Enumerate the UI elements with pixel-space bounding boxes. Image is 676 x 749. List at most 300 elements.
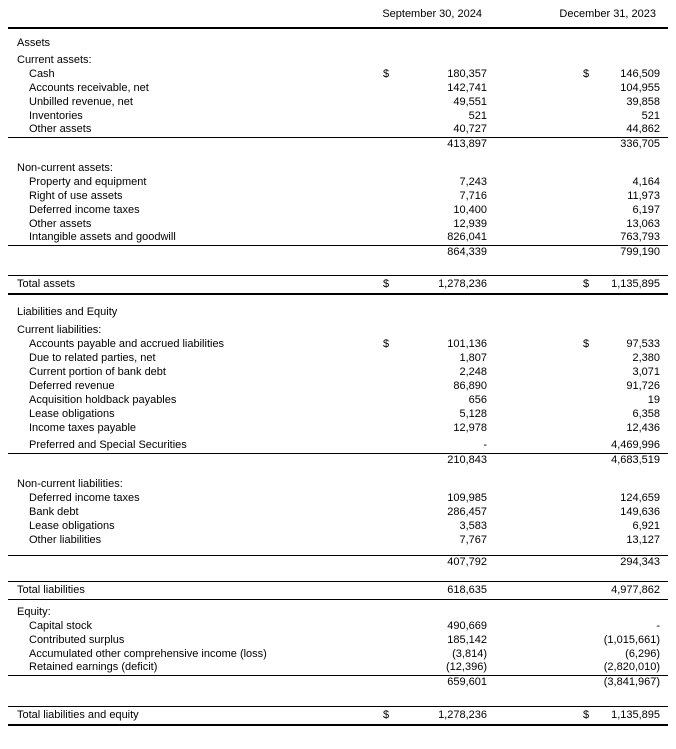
subtotal-non-current-assets — [8, 245, 668, 259]
value-period2: 4,164 — [632, 175, 661, 188]
section-liabilities-and-equity — [8, 305, 668, 319]
currency-symbol-period1 — [375, 675, 400, 689]
column-gap — [487, 351, 575, 365]
currency-symbol-period2 — [575, 123, 600, 137]
column-gap — [487, 555, 575, 569]
column-gap — [487, 453, 575, 467]
value-period1: 656 — [468, 393, 487, 406]
column-header-period1: September 30, 2024 — [375, 2, 487, 28]
column-gap — [487, 491, 575, 505]
currency-symbol-period2 — [575, 393, 600, 407]
table-row — [8, 619, 668, 633]
column-gap — [487, 245, 575, 259]
spacer-cell — [8, 467, 668, 477]
table-row — [8, 633, 668, 647]
table-row — [8, 365, 668, 379]
row-label: Accounts payable and accrued liabilities — [29, 337, 225, 350]
currency-symbol-period2 — [575, 453, 600, 467]
value-period1: 210,843 — [400, 453, 487, 467]
spacer-cell — [8, 28, 668, 36]
table-row — [8, 647, 668, 661]
subheader-equity — [8, 605, 668, 619]
value-period2 — [600, 323, 668, 337]
value-period1: 180,357 — [447, 67, 487, 80]
row-label — [8, 453, 375, 467]
subheader-current-assets — [8, 53, 668, 67]
column-gap — [487, 305, 575, 319]
value-period2: 3,071 — [632, 365, 661, 378]
currency-symbol-period2 — [575, 675, 600, 689]
column-gap — [487, 619, 575, 633]
spacer-cell — [8, 689, 668, 706]
currency-symbol-period2 — [575, 231, 600, 245]
spacer-cell — [8, 259, 668, 275]
table-row — [8, 533, 668, 547]
value-period2 — [600, 305, 668, 319]
currency-symbol-period1 — [375, 505, 400, 519]
currency-symbol-period2 — [575, 203, 600, 217]
currency-symbol-period2 — [575, 323, 600, 337]
column-gap — [487, 439, 575, 453]
spacer-row — [8, 689, 668, 706]
row-label: Current portion of bank debt — [29, 365, 166, 378]
row-label: Equity: — [17, 605, 51, 618]
value-period1: 826,041 — [447, 231, 487, 244]
spacer-row — [8, 294, 668, 305]
column-gap — [487, 189, 575, 203]
value-period1: 109,985 — [447, 491, 487, 504]
table-row — [8, 123, 668, 137]
spacer-row — [8, 151, 668, 161]
currency-symbol-period1 — [375, 379, 400, 393]
currency-symbol-period1 — [375, 555, 400, 569]
value-period2: - — [656, 619, 661, 632]
column-gap — [487, 633, 575, 647]
value-period2: 4,683,519 — [600, 453, 668, 467]
column-gap — [487, 365, 575, 379]
currency-symbol-period1: $ — [383, 337, 390, 350]
currency-symbol-period1 — [375, 619, 400, 633]
currency-symbol-period2 — [575, 421, 600, 435]
currency-symbol-period2 — [575, 137, 600, 151]
table-row — [8, 505, 668, 519]
currency-symbol-period2 — [575, 491, 600, 505]
table-row — [8, 421, 668, 435]
row-label: Total liabilities and equity — [8, 706, 375, 725]
value-period2: 4,977,862 — [600, 581, 668, 599]
value-period1 — [400, 323, 487, 337]
row-label: Total liabilities — [8, 581, 375, 599]
currency-symbol-period2 — [575, 95, 600, 109]
section-assets — [8, 36, 668, 50]
currency-symbol-period1 — [375, 393, 400, 407]
column-gap — [487, 581, 575, 599]
column-gap — [487, 109, 575, 123]
subheader-current-liabilities — [8, 323, 668, 337]
column-header-period2: December 31, 2023 — [487, 2, 668, 28]
row-label: Non-current assets: — [17, 161, 113, 174]
row-label — [8, 245, 375, 259]
currency-symbol-period2 — [575, 533, 600, 547]
currency-symbol-period2 — [575, 477, 600, 491]
value-period2: 11,973 — [627, 189, 661, 202]
table-row — [8, 175, 668, 189]
currency-symbol-period1: $ — [375, 706, 400, 725]
value-period1: 864,339 — [400, 245, 487, 259]
currency-symbol-period2 — [575, 505, 600, 519]
column-gap — [487, 393, 575, 407]
currency-symbol-period1 — [375, 231, 400, 245]
currency-symbol-period1 — [375, 661, 400, 675]
value-period1 — [400, 36, 487, 50]
table-row — [8, 491, 668, 505]
value-period1: 413,897 — [400, 137, 487, 151]
column-gap — [487, 81, 575, 95]
row-label: Right of use assets — [29, 189, 123, 202]
currency-symbol-period2 — [575, 605, 600, 619]
currency-symbol-period1 — [375, 109, 400, 123]
spacer-row — [8, 547, 668, 555]
table-row — [8, 109, 668, 123]
column-gap — [487, 337, 575, 351]
currency-symbol-period1 — [375, 175, 400, 189]
table-row — [8, 95, 668, 109]
currency-symbol-period1 — [375, 533, 400, 547]
currency-symbol-period1 — [375, 581, 400, 599]
row-label: Assets — [17, 36, 51, 49]
row-label: Accumulated other comprehensive income (loss) — [29, 647, 267, 660]
row-label: Contributed surplus — [29, 633, 125, 646]
currency-symbol-period1 — [375, 439, 400, 453]
value-period2: (2,820,010) — [603, 661, 661, 674]
row-label: Inventories — [29, 109, 83, 122]
total-assets — [8, 275, 668, 294]
value-period1: 1,278,236 — [400, 275, 487, 294]
row-label: Deferred income taxes — [29, 491, 140, 504]
table-row — [8, 189, 668, 203]
value-period2: 149,636 — [620, 505, 661, 518]
value-period1 — [400, 477, 487, 491]
currency-symbol-period1 — [375, 453, 400, 467]
spacer-row — [8, 569, 668, 581]
value-period2 — [600, 477, 668, 491]
table-row — [8, 407, 668, 421]
spacer-cell — [8, 547, 668, 555]
currency-symbol-period2 — [575, 217, 600, 231]
row-label — [8, 675, 375, 689]
value-period2 — [600, 605, 668, 619]
currency-symbol-period2 — [575, 619, 600, 633]
column-gap — [487, 533, 575, 547]
value-period2: 44,862 — [626, 123, 661, 136]
column-gap — [487, 421, 575, 435]
column-gap — [487, 661, 575, 675]
currency-symbol-period2 — [575, 661, 600, 675]
column-gap — [487, 605, 575, 619]
subtotal-equity — [8, 675, 668, 689]
value-period2: 799,190 — [600, 245, 668, 259]
column-gap — [487, 407, 575, 421]
value-period1: 7,767 — [459, 533, 487, 546]
value-period1: 5,128 — [459, 407, 487, 420]
value-period1 — [400, 305, 487, 319]
value-period1: 618,635 — [400, 581, 487, 599]
currency-symbol-period1 — [375, 95, 400, 109]
value-period1: 3,583 — [459, 519, 487, 532]
row-label: Other assets — [29, 217, 92, 230]
row-label: Lease obligations — [29, 407, 115, 420]
subheader-non-current-liabilities — [8, 477, 668, 491]
column-gap — [487, 706, 575, 725]
value-period1: 407,792 — [400, 555, 487, 569]
header-spacer-cell — [8, 2, 375, 28]
currency-symbol-period2 — [575, 53, 600, 67]
value-period2: 763,793 — [620, 231, 661, 244]
subheader-non-current-assets — [8, 161, 668, 175]
column-gap — [487, 161, 575, 175]
currency-symbol-period1 — [375, 605, 400, 619]
value-period2: 294,343 — [600, 555, 668, 569]
value-period2 — [600, 36, 668, 50]
value-period2: 104,955 — [620, 81, 661, 94]
table-row — [8, 337, 668, 351]
table-row — [8, 379, 668, 393]
currency-symbol-period1 — [375, 53, 400, 67]
row-label: Acquisition holdback payables — [29, 393, 177, 406]
value-period2: 97,533 — [626, 337, 661, 350]
table-row — [8, 519, 668, 533]
spacer-cell — [8, 569, 668, 581]
currency-symbol-period1: $ — [383, 67, 390, 80]
value-period1: 1,807 — [459, 351, 487, 364]
column-gap — [487, 519, 575, 533]
currency-symbol-period1 — [375, 123, 400, 137]
value-period2: 146,509 — [620, 67, 661, 80]
column-gap — [487, 217, 575, 231]
table-row — [8, 231, 668, 245]
currency-symbol-period1 — [375, 137, 400, 151]
value-period1 — [400, 53, 487, 67]
balance-sheet-table — [8, 2, 668, 726]
value-period2: 2,380 — [632, 351, 661, 364]
currency-symbol-period2 — [575, 36, 600, 50]
value-period2: 19 — [647, 393, 661, 406]
spacer-row — [8, 467, 668, 477]
currency-symbol-period1 — [375, 203, 400, 217]
total-liabilities — [8, 581, 668, 599]
value-period1: 286,457 — [447, 505, 487, 518]
column-gap — [487, 67, 575, 81]
spacer-cell — [8, 294, 668, 305]
value-period1: (12,396) — [446, 661, 487, 674]
value-period2: (1,015,661) — [603, 633, 661, 646]
row-label: Current assets: — [17, 53, 92, 66]
currency-symbol-period2 — [575, 109, 600, 123]
value-period1: 521 — [468, 109, 487, 122]
column-gap — [487, 123, 575, 137]
row-label: Retained earnings (deficit) — [29, 661, 158, 674]
table-row — [8, 217, 668, 231]
column-gap — [487, 275, 575, 294]
value-period2 — [600, 161, 668, 175]
value-period1: 2,248 — [459, 365, 487, 378]
table-row — [8, 351, 668, 365]
column-gap — [487, 379, 575, 393]
currency-symbol-period1 — [375, 245, 400, 259]
column-gap — [487, 137, 575, 151]
value-period1: 101,136 — [447, 337, 487, 350]
currency-symbol-period1 — [375, 189, 400, 203]
value-period2: 336,705 — [600, 137, 668, 151]
column-gap — [487, 203, 575, 217]
value-period1: 7,716 — [459, 189, 487, 202]
subtotal-non-current-liabilities — [8, 555, 668, 569]
value-period2: 39,858 — [626, 95, 661, 108]
value-period1: 1,278,236 — [400, 706, 487, 725]
value-period2 — [600, 53, 668, 67]
row-label: Liabilities and Equity — [17, 305, 118, 318]
table-row — [8, 661, 668, 675]
currency-symbol-period1 — [375, 421, 400, 435]
row-label: Preferred and Special Securities — [29, 439, 187, 452]
currency-symbol-period2 — [575, 305, 600, 319]
row-label: Current liabilities: — [17, 323, 102, 336]
row-label: Accounts receivable, net — [29, 81, 149, 94]
total-liabilities-and-equity — [8, 706, 668, 725]
value-period1: 10,400 — [453, 203, 487, 216]
row-label: Other liabilities — [29, 533, 102, 546]
row-label: Property and equipment — [29, 175, 147, 188]
value-period1: 7,243 — [459, 175, 487, 188]
value-period2: 12,436 — [626, 421, 661, 434]
row-label: Deferred income taxes — [29, 203, 140, 216]
value-period1: 185,142 — [447, 633, 487, 646]
column-gap — [487, 231, 575, 245]
row-label: Deferred revenue — [29, 379, 115, 392]
value-period1: - — [483, 439, 487, 452]
value-period1 — [400, 605, 487, 619]
column-gap — [487, 323, 575, 337]
row-label: Lease obligations — [29, 519, 115, 532]
currency-symbol-period1 — [375, 491, 400, 505]
table-row — [8, 439, 668, 453]
row-label: Unbilled revenue, net — [29, 95, 133, 108]
row-label: Cash — [29, 67, 55, 80]
column-gap — [487, 53, 575, 67]
subtotal-current-assets — [8, 137, 668, 151]
currency-symbol-period1 — [375, 81, 400, 95]
value-period2: 4,469,996 — [611, 439, 661, 452]
currency-symbol-period2: $ — [583, 337, 590, 350]
table-row — [8, 67, 668, 81]
row-label — [8, 555, 375, 569]
currency-symbol-period1 — [375, 323, 400, 337]
currency-symbol-period2 — [575, 189, 600, 203]
value-period2: 13,063 — [626, 217, 661, 230]
currency-symbol-period1 — [375, 161, 400, 175]
column-gap — [487, 95, 575, 109]
column-gap — [487, 36, 575, 50]
currency-symbol-period2 — [575, 647, 600, 661]
row-label: Bank debt — [29, 505, 79, 518]
currency-symbol-period2 — [575, 161, 600, 175]
currency-symbol-period2 — [575, 519, 600, 533]
currency-symbol-period2 — [575, 407, 600, 421]
value-period2: 1,135,895 — [600, 706, 668, 725]
table-row — [8, 81, 668, 95]
currency-symbol-period2: $ — [583, 67, 590, 80]
value-period1: 12,939 — [453, 217, 487, 230]
value-period1: (3,814) — [452, 647, 487, 660]
value-period2: 521 — [641, 109, 661, 122]
value-period1 — [400, 161, 487, 175]
value-period2: 91,726 — [626, 379, 661, 392]
currency-symbol-period1 — [375, 351, 400, 365]
row-label: Intangible assets and goodwill — [29, 231, 176, 244]
column-gap — [487, 175, 575, 189]
balance-sheet-rows — [8, 28, 668, 725]
row-label: Due to related parties, net — [29, 351, 156, 364]
value-period2: 124,659 — [620, 491, 661, 504]
currency-symbol-period1 — [375, 633, 400, 647]
currency-symbol-period2 — [575, 245, 600, 259]
currency-symbol-period2: $ — [575, 275, 600, 294]
currency-symbol-period1 — [375, 217, 400, 231]
currency-symbol-period1 — [375, 647, 400, 661]
currency-symbol-period1: $ — [375, 275, 400, 294]
value-period1: 142,741 — [447, 81, 487, 94]
spacer-cell — [8, 151, 668, 161]
currency-symbol-period2 — [575, 175, 600, 189]
value-period2: 6,358 — [632, 407, 661, 420]
table-row — [8, 393, 668, 407]
currency-symbol-period2 — [575, 351, 600, 365]
value-period2: 1,135,895 — [600, 275, 668, 294]
spacer-row — [8, 28, 668, 36]
table-row — [8, 203, 668, 217]
currency-symbol-period2 — [575, 581, 600, 599]
currency-symbol-period1 — [375, 477, 400, 491]
row-label: Total assets — [8, 275, 375, 294]
row-label — [8, 137, 375, 151]
currency-symbol-period1 — [375, 365, 400, 379]
currency-symbol-period1 — [375, 519, 400, 533]
currency-symbol-period1 — [375, 305, 400, 319]
subtotal-current-liabilities — [8, 453, 668, 467]
currency-symbol-period2: $ — [575, 706, 600, 725]
value-period1: 12,978 — [453, 421, 487, 434]
currency-symbol-period1 — [375, 407, 400, 421]
currency-symbol-period2 — [575, 365, 600, 379]
row-label: Income taxes payable — [29, 421, 137, 434]
value-period1: 40,727 — [453, 123, 487, 136]
value-period2: 6,197 — [632, 203, 661, 216]
row-label: Capital stock — [29, 619, 92, 632]
column-gap — [487, 505, 575, 519]
spacer-row — [8, 259, 668, 275]
currency-symbol-period2 — [575, 81, 600, 95]
column-header-row — [8, 2, 668, 28]
column-gap — [487, 675, 575, 689]
value-period2: (6,296) — [625, 647, 661, 660]
value-period1: 490,669 — [447, 619, 487, 632]
value-period1: 86,890 — [453, 379, 487, 392]
value-period2: (3,841,967) — [600, 675, 668, 689]
currency-symbol-period2 — [575, 439, 600, 453]
value-period1: 49,551 — [453, 95, 487, 108]
value-period2: 6,921 — [632, 519, 661, 532]
currency-symbol-period1 — [375, 36, 400, 50]
